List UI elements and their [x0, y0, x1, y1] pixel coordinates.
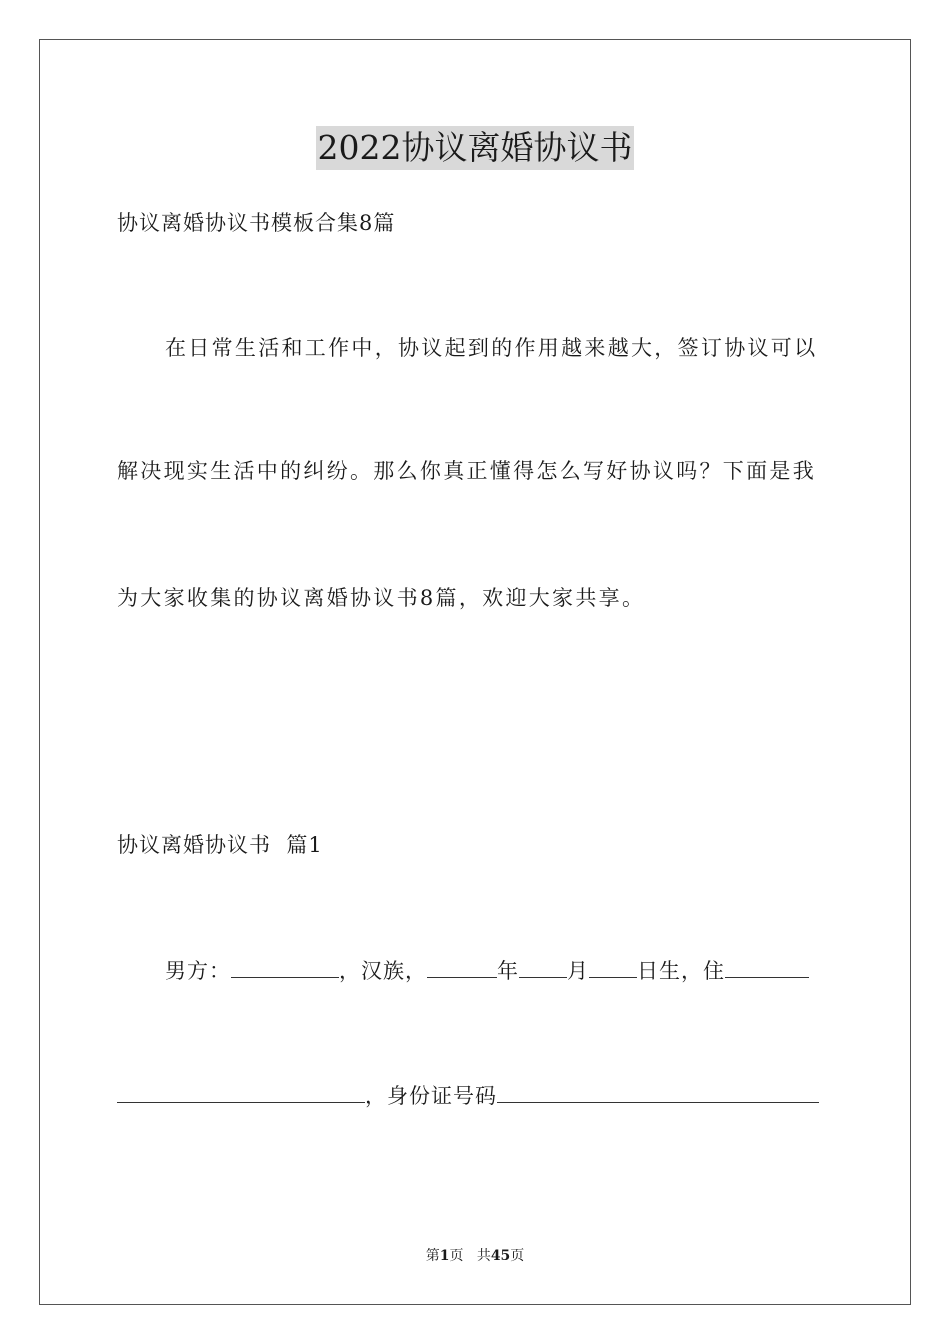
male-name-blank: [231, 955, 339, 978]
footer-page-number: 1: [439, 1248, 450, 1264]
address-blank: [725, 955, 809, 978]
footer-page-suffix: 页: [449, 1248, 464, 1264]
birth-day-blank: [589, 955, 637, 978]
document-title: 2022协议离婚协议书: [316, 126, 635, 170]
footer-page-prefix: 第: [425, 1248, 440, 1264]
birth-month-blank: [519, 955, 567, 978]
footer-total-suffix: 页: [510, 1248, 525, 1264]
footer-total-pages: 45: [490, 1248, 511, 1264]
page-footer: [0, 1246, 950, 1266]
id-number-line: [117, 1080, 819, 1111]
birth-year-blank: [427, 955, 497, 978]
address-continued-blank: [117, 1080, 365, 1103]
intro-paragraph-line-3: 为大家收集的协议离婚协议书8篇，欢迎大家共享。: [117, 586, 646, 610]
title-container: [0, 126, 950, 170]
document-subtitle: 协议离婚协议书模板合集8篇: [117, 211, 396, 235]
section-heading: 协议离婚协议书 篇1: [117, 833, 323, 857]
year-label: 年: [497, 959, 519, 983]
id-number-blank: [497, 1080, 819, 1103]
month-label: 月: [567, 959, 589, 983]
footer-total-prefix: 共: [476, 1248, 491, 1264]
day-born-label: 日生，住: [637, 959, 725, 983]
male-party-line: [165, 955, 809, 986]
id-label: ，身份证号码: [365, 1084, 497, 1108]
male-label: 男方：: [165, 959, 231, 983]
intro-paragraph-line-1: 在日常生活和工作中，协议起到的作用越来越大，签订协议可以: [165, 336, 818, 360]
intro-paragraph-line-2: 解决现实生活中的纠纷。那么你真正懂得怎么写好协议吗？下面是我: [117, 459, 816, 483]
ethnicity-text: ，汉族，: [339, 959, 427, 983]
